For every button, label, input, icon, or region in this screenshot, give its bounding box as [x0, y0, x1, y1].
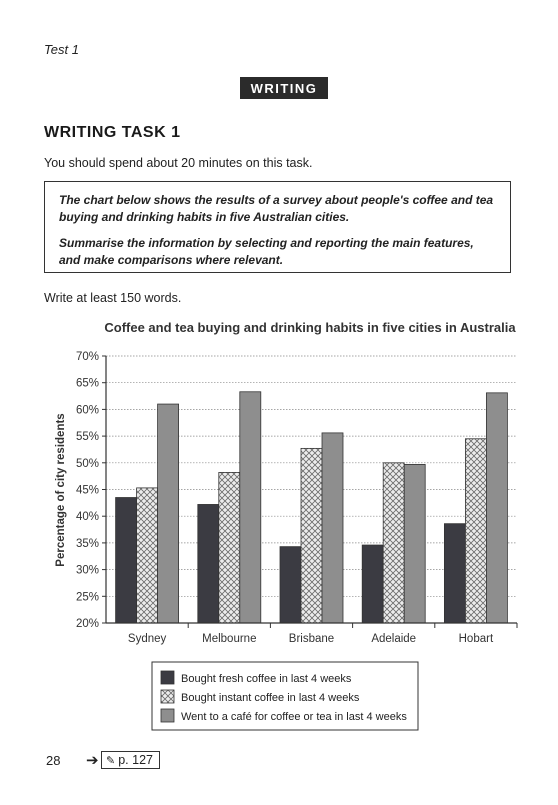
legend-swatch [161, 671, 174, 684]
legend-label: Went to a café for coffee or tea in last 4 weeks [181, 711, 407, 723]
bar-hobart-series-3 [486, 393, 507, 623]
bar-sydney-series-3 [158, 404, 179, 623]
bar-adelaide-series-2 [383, 463, 404, 623]
bar-adelaide-series-1 [362, 545, 383, 623]
page-reference-label: p. 127 [118, 753, 153, 767]
prompt-description: The chart below shows the results of a survey about people's coffee and tea buying and drinking habits in five Australian cities. [59, 193, 494, 224]
bar-melbourne-series-3 [240, 392, 261, 623]
pencil-icon: ✎ [106, 754, 116, 767]
y-axis-label: Percentage of city residents [55, 413, 67, 567]
test-label: Test 1 [44, 42, 79, 57]
time-instruction: You should spend about 20 minutes on this task. [44, 156, 313, 170]
chart-title: Coffee and tea buying and drinking habits in five cities in Australia [104, 320, 516, 335]
legend-swatch [161, 690, 174, 703]
bar-hobart-series-2 [465, 439, 486, 623]
bar-brisbane-series-2 [301, 448, 322, 623]
word-count-instruction: Write at least 150 words. [44, 291, 182, 305]
y-tick-label: 40% [75, 511, 99, 524]
y-tick-label: 45% [75, 484, 99, 497]
legend-label: Bought instant coffee in last 4 weeks [181, 692, 360, 704]
y-tick-label: 50% [75, 457, 99, 470]
prompt-instruction: Summarise the information by selecting and reporting the main features, and make comparisons where relevant. [59, 236, 474, 267]
x-tick-label: Sydney [127, 633, 167, 645]
bar-sydney-series-1 [116, 498, 137, 623]
page-number: 28 [46, 753, 61, 768]
arrow-right-icon: ➔ [86, 752, 99, 769]
y-tick-label: 65% [75, 377, 99, 390]
x-tick-label: Melbourne [202, 633, 257, 645]
bar-sydney-series-2 [137, 488, 158, 623]
bar-melbourne-series-1 [198, 504, 219, 623]
y-tick-label: 70% [75, 351, 99, 363]
y-tick-label: 55% [75, 431, 99, 444]
legend [152, 662, 418, 730]
bar-adelaide-series-3 [404, 464, 425, 623]
legend-swatch [161, 709, 174, 722]
bar-melbourne-series-2 [219, 472, 240, 623]
task-title: WRITING TASK 1 [44, 124, 181, 141]
y-tick-label: 60% [75, 404, 99, 417]
x-tick-label: Adelaide [371, 633, 417, 645]
x-tick-label: Brisbane [288, 633, 335, 645]
bars [116, 392, 508, 623]
y-tick-label: 20% [75, 618, 99, 630]
legend-label: Bought fresh coffee in last 4 weeks [181, 673, 352, 685]
y-tick-label: 25% [75, 591, 99, 604]
x-tick-label: Hobart [458, 633, 494, 645]
y-tick-label: 35% [75, 537, 99, 550]
bar-brisbane-series-1 [280, 547, 301, 623]
bar-brisbane-series-3 [322, 433, 343, 623]
page-reference-link[interactable] [101, 751, 160, 769]
section-banner: WRITING [240, 77, 328, 99]
y-tick-label: 30% [75, 564, 99, 577]
bar-hobart-series-1 [444, 524, 465, 623]
